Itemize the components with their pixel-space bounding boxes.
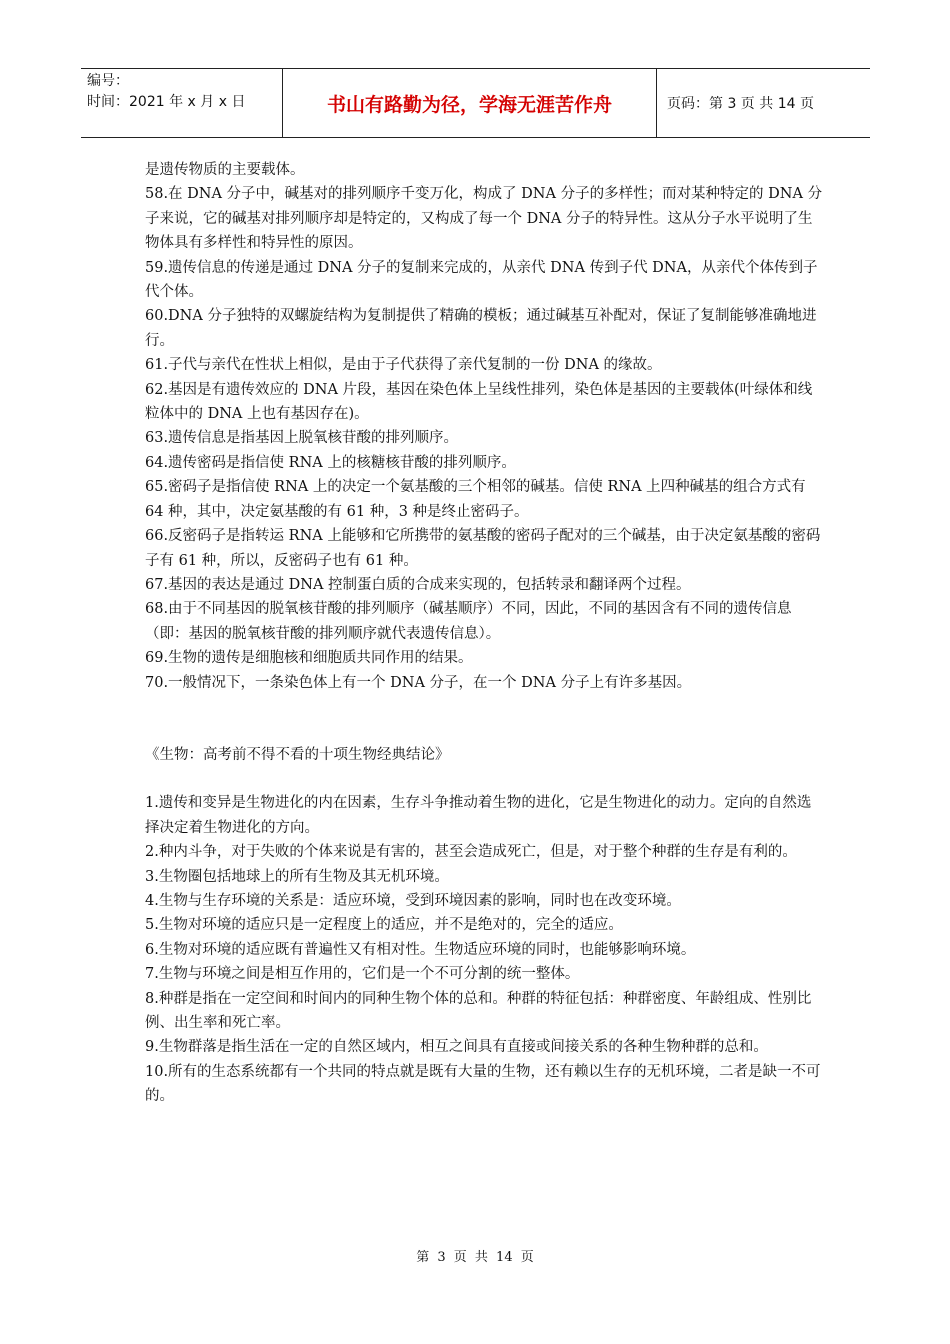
- paragraph: 9.生物群落是指生活在一定的自然区域内，相互之间具有直接或间接关系的各种生物种群的总和。: [145, 1039, 768, 1056]
- paragraph: 4.生物与生存环境的关系是：适应环境，受到环境因素的影响，同时也在改变环境。: [145, 892, 681, 909]
- paragraph: 59.遗传信息的传递是通过 DNA 分子的复制来完成的，从亲代 DNA 传到子代 DNA，从亲代个体传到子代个体。: [145, 259, 818, 301]
- paragraph: 65.密码子是指信使 RNA 上的决定一个氨基酸的三个相邻的碱基。信使 RNA 上四种碱基的组合方式有 64 种，其中，决定氨基酸的有 61 种，3 种是终止密码子。: [145, 479, 806, 520]
- paragraph: 63.遗传信息是指基因上脱氧核苷酸的排列顺序。: [145, 430, 459, 447]
- paragraph: 60.DNA 分子独特的双螺旋结构为复制提供了精确的模板；通过碱基互补配对，保证了复制能够准确地进行。: [145, 308, 817, 349]
- paragraph: 64.遗传密码是指信使 RNA 上的核糖核苷酸的排列顺序。: [145, 454, 516, 471]
- paragraph: 66.反密码子是指转运 RNA 上能够和它所携带的氨基酸的密码子配对的三个碱基，由于决定氨基酸的密码子有 61 种，所以，反密码子也有 61 种。: [145, 528, 821, 569]
- page-header: [81, 68, 870, 138]
- paragraph: 61.子代与亲代在性状上相似，是由于子代获得了亲代复制的一份 DNA 的缘故。: [145, 357, 662, 374]
- spacer: [145, 767, 825, 791]
- motto-text: 书山有路勤为径，学海无涯苦作舟: [326, 93, 612, 116]
- paragraph: 是遗传物质的主要载体。: [145, 162, 305, 178]
- paragraph: 70.一般情况下，一条染色体上有一个 DNA 分子，在一个 DNA 分子上有许多基因。: [145, 674, 692, 691]
- document-body: [145, 158, 825, 1109]
- paragraph: 5.生物对环境的适应只是一定程度上的适应，并不是绝对的，完全的适应。: [145, 917, 623, 934]
- paragraph: 2.种内斗争，对于失败的个体来说是有害的，甚至会造成死亡，但是，对于整个种群的生存是有利的。: [145, 844, 797, 861]
- paragraph: 6.生物对环境的适应既有普遍性又有相对性。生物适应环境的同时，也能够影响环境。: [145, 941, 696, 958]
- paragraph: 1.遗传和变异是生物进化的内在因素，生存斗争推动着生物的进化，它是生物进化的动力。定向的自然选择决定着生物进化的方向。: [145, 795, 812, 836]
- header-motto-cell: [283, 69, 657, 137]
- time-label: 时间：2021 年 x 月 x 日: [87, 94, 246, 110]
- paragraph: 69.生物的遗传是细胞核和细胞质共同作用的结果。: [145, 650, 473, 667]
- header-meta: [81, 69, 283, 137]
- paragraph: 10.所有的生态系统都有一个共同的特点就是既有大量的生物，还有赖以生存的无机环境，二者是缺一不可的。: [145, 1063, 821, 1105]
- page-footer: 第 3 页 共 14 页: [416, 1250, 534, 1265]
- number-label: 编号：: [87, 73, 129, 89]
- paragraph: 7.生物与环境之间是相互作用的，它们是一个不可分割的统一整体。: [145, 966, 580, 983]
- paragraph: 68.由于不同基因的脱氧核苷酸的排列顺序（碱基顺序）不同，因此，不同的基因含有不同的遗传信息（即：基因的脱氧核苷酸的排列顺序就代表遗传信息）。: [145, 601, 792, 642]
- section-title: 《生物：高考前不得不看的十项生物经典结论》: [145, 746, 450, 763]
- paragraph: 62.基因是有遗传效应的 DNA 片段，基因在染色体上呈线性排列，染色体是基因的主要载体(叶绿体和线粒体中的 DNA 上也有基因存在)。: [145, 381, 813, 423]
- paragraph: 58.在 DNA 分子中，碱基对的排列顺序千变万化，构成了 DNA 分子的多样性；而对某种特定的 DNA 分子来说，它的碱基对排列顺序却是特定的，又构成了每一个 DNA 分子的特异性。这从分子水平说明了生物体具有多样性和特异性的原因。: [145, 186, 823, 252]
- header-page-info: 页码：第 3 页 共 14 页: [667, 96, 814, 112]
- paragraph: 67.基因的表达是通过 DNA 控制蛋白质的合成来实现的，包括转录和翻译两个过程。: [145, 576, 691, 593]
- spacer: [145, 695, 825, 743]
- paragraph: 3.生物圈包括地球上的所有生物及其无机环境。: [145, 868, 449, 885]
- paragraph: 8.种群是指在一定空间和时间内的同种生物个体的总和。种群的特征包括：种群密度、年龄组成、性别比例、出生率和死亡率。: [145, 990, 812, 1031]
